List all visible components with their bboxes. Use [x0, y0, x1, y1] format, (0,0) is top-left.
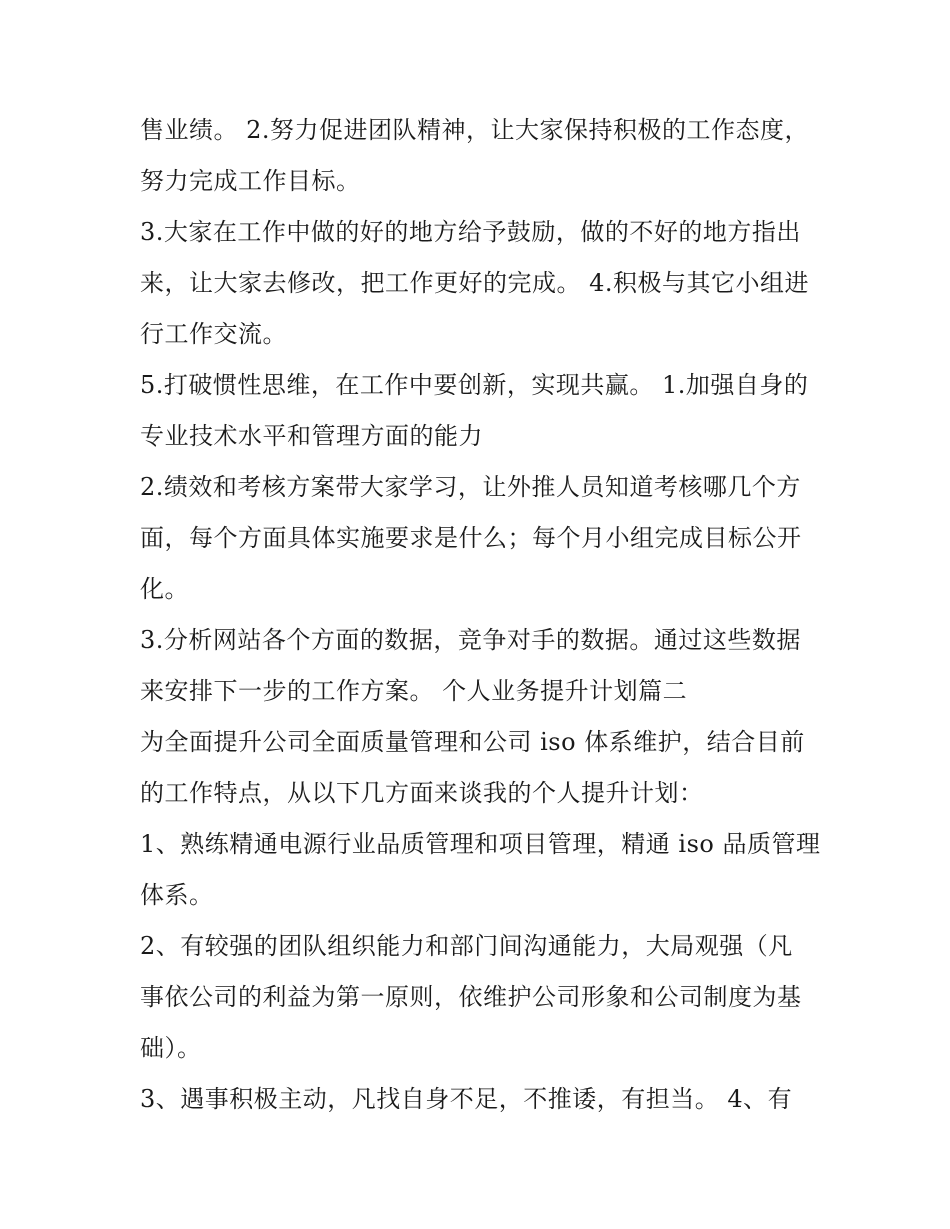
text-line: 1、熟练精通电源行业品质管理和项目管理，精通 iso 品质管理 [140, 830, 821, 858]
text-line: 2.绩效和考核方案带大家学习，让外推人员知道考核哪几个方 [140, 473, 801, 501]
text-line: 来安排下一步的工作方案。 个人业务提升计划篇二 [140, 677, 688, 705]
text-line: 为全面提升公司全面质量管理和公司 iso 体系维护，结合目前 [140, 728, 805, 756]
text-line: 础）。 [140, 1034, 202, 1062]
text-line: 来，让大家去修改，把工作更好的完成。 4.积极与其它小组进 [140, 269, 810, 297]
text-line: 5.打破惯性思维，在工作中要创新，实现共赢。 1.加强自身的 [140, 371, 809, 399]
text-line: 努力完成工作目标。 [140, 167, 361, 195]
document-body [140, 105, 820, 1125]
text-line: 行工作交流。 [140, 320, 287, 348]
text-line: 面，每个方面具体实施要求是什么；每个月小组完成目标公开 [140, 524, 802, 552]
text-line: 售业绩。 2.努力促进团队精神，让大家保持积极的工作态度， [140, 116, 810, 144]
text-line: 专业技术水平和管理方面的能力 [140, 422, 483, 450]
text-line: 3.大家在工作中做的好的地方给予鼓励，做的不好的地方指出 [140, 218, 801, 246]
text-line: 2、有较强的团队组织能力和部门间沟通能力，大局观强（凡 [140, 932, 793, 960]
text-line: 的工作特点，从以下几方面来谈我的个人提升计划： [140, 779, 704, 807]
text-line: 3.分析网站各个方面的数据，竞争对手的数据。通过这些数据 [140, 626, 801, 654]
text-line: 3、遇事积极主动，凡找自身不足，不推诿，有担当。 4、有 [140, 1085, 793, 1113]
text-line: 化。 [140, 575, 189, 603]
text-line: 事依公司的利益为第一原则，依维护公司形象和公司制度为基 [140, 983, 802, 1011]
text-line: 体系。 [140, 881, 214, 909]
